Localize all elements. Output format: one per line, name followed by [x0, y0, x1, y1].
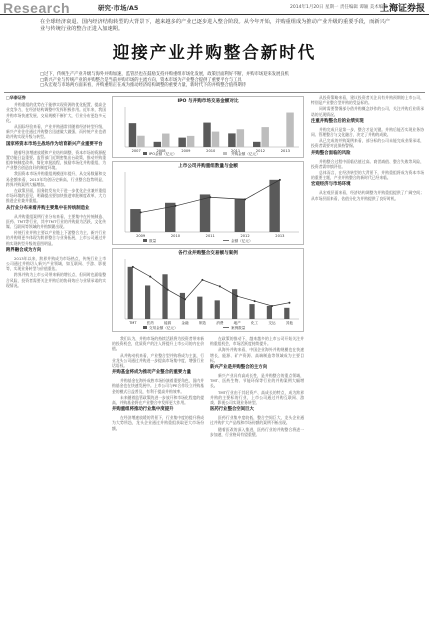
x-tick-label: 其他	[285, 321, 294, 325]
x-tick-label: 2013	[275, 234, 285, 238]
paragraph: 并购整合过程中面临估值过高、商誉减值、整合失败等风险，投资者需审慎评估。	[311, 158, 424, 169]
line-point	[254, 300, 256, 302]
line-point	[244, 198, 246, 200]
bar-series-1	[129, 123, 136, 147]
bar-series-1	[178, 138, 185, 147]
chart-ipo-vs-ma	[112, 96, 304, 158]
highlights	[40, 72, 390, 89]
paragraph: 随着经济增速放缓和产业结构调整，资本市场的资源配置功能日益重要。监管部门近期密集出台政策，推动并购重组审核制度改革，简化审批流程，鼓励市场化并购重组，为产业整合创造良好的制度环境。	[6, 149, 106, 171]
bar-series-1	[249, 304, 254, 319]
subheading: 跨界融合成为方向	[6, 247, 42, 253]
bar-series-1	[215, 300, 220, 319]
paragraph: 医药行业集中度较低，整合空间巨大，龙头企业通过并购扩大产品线和市场份额的案例不断出现。	[210, 415, 304, 426]
newspaper-name: 上海证券报	[379, 4, 425, 14]
legend-label: IPO金额（亿元）	[149, 152, 177, 156]
x-tick-label: 2011	[231, 149, 241, 153]
paragraph: 并购重组的优势在于能够实现资源的优化配置，提高企业竞争力，在经济结构调整中发挥积极作用。近年来，我国并购市场快速发展，交易规模不断扩大，行业分布更趋多元化。	[6, 102, 106, 123]
chart-plot	[113, 97, 305, 159]
subheading: 新兴产业是并购整合的主方向	[210, 365, 268, 371]
chart-title: IPO 与并购市场交易金额对比	[177, 99, 239, 104]
paragraph: 从并购重组案例行业分布来看，主要集中在传统制造、医药、TMT等行业，其中TMT行业的并购最为活跃，文化传媒、互联网等领域的并购频繁出现。	[6, 213, 106, 230]
line-point	[288, 302, 290, 304]
x-tick-label: 交运	[268, 321, 276, 325]
paragraph: 新兴产业具有高成长性，是并购整合的重点领域，TMT、医药生物、节能环保等行业的并购案例大幅增长。	[210, 373, 304, 389]
line-point	[236, 295, 238, 297]
x-tick-label: 能源	[164, 321, 172, 325]
bar-series-2	[162, 134, 169, 147]
bar-series-1	[200, 194, 210, 232]
bar-series-1	[154, 142, 161, 147]
subheading: 国家将资本市场主战场作为培育新兴产业重要平台	[6, 141, 103, 147]
paragraph: 并购基金在海外成熟市场扮演着重要角色，国内并购基金也在快速发展中。上市公司与PE合作设立并购基金的模式日益普及，有利于提高并购效率。	[112, 378, 204, 394]
column-3	[210, 336, 304, 621]
legend-swatch	[143, 152, 147, 155]
line-point	[140, 211, 142, 213]
bar-series-2	[187, 136, 194, 147]
paragraph: 并购完成只是第一步，整合才是关键。并购后能否实现业务协同、管理整合与文化融合，决定了并购的成败。	[311, 126, 424, 138]
paragraph: 同时需要警惕部分借并购概念炒作的公司，关注并购后业绩承诺的兑现情况。	[311, 106, 424, 117]
subheading: 并购重组将推动行业集中度提升	[112, 407, 174, 413]
legend-swatch	[143, 239, 147, 242]
paragraph: 未来随着监管政策的进一步放开和市场化程度的提高，并购基金将在产业整合中发挥更大作用。	[112, 394, 204, 406]
paragraph: 跨界并购为上市公司带来新的增长点，但同时也面临整合风险，投资者需要关注并购后的协同效应与业绩承诺的实现情况。	[6, 272, 106, 288]
bar-series-2	[212, 132, 219, 147]
paragraph: 在政策的推动下，越来越多的上市公司开始关注并购重组机会，市场活跃度持续提升。	[210, 336, 304, 347]
column-4	[311, 95, 424, 620]
byline: □华泰证券	[6, 95, 26, 100]
line-point	[219, 285, 221, 287]
chart-industry	[112, 248, 304, 332]
x-tick-label: 2011	[205, 234, 215, 238]
paragraph: 2013年以来，跨界并购成为市场热点，传统行业上市公司通过并购切入新兴产业领域，如互联网、手游、影视等，实现业务转型与价值重估。	[6, 255, 106, 272]
paragraph: TMT行业由于其轻资产、高成长的特点，成为跨界并购的主要标的行业，上市公司通过并购互联网、游戏、影视公司实现业务转型。	[210, 389, 304, 406]
x-tick-label: 2007	[131, 149, 141, 153]
legend-swatch	[223, 152, 227, 155]
divider	[4, 92, 425, 93]
x-tick-label: 消费	[216, 321, 224, 325]
x-tick-label: 2008	[156, 149, 166, 153]
paragraph: 从并购动机来看，产业整合型并购将成为主流，行业龙头公司通过并购进一步提高市场集中度，增强行业话语权。	[112, 352, 204, 369]
subheading: 从行业分布来看并购主要集中在传统制造业	[6, 205, 90, 211]
line-series-2	[133, 267, 290, 306]
section-label: 研究·市场/A5	[98, 4, 139, 12]
bar-series-1	[130, 209, 140, 232]
subheading: 医药行业整合空间巨大	[210, 407, 254, 413]
legend-label: 并购金额（亿元）	[231, 152, 260, 156]
lede: 在全球经济衰退、国内经济结构转型的大背景下，越来越多的产业已逐步进入整合阶段。从今年开始，并购重组成为推动产业升级的重要手段，而新兴产业与传统行业的整合正进入加速期。	[40, 19, 390, 32]
line-point	[174, 205, 176, 207]
highlight-item: □过下，传统生产产业升级与海外并购加速，监管层也在鼓励支持并购重组市场化发展，政策层面利好不断，并购市场迎来发展良机	[40, 72, 289, 77]
bar-series-1	[269, 180, 279, 232]
bar-series-2	[137, 136, 144, 147]
bar-series-1	[197, 297, 202, 319]
x-tick-label: TMT	[129, 321, 137, 325]
bar-series-1	[145, 285, 150, 319]
paragraph: 从国际经验来看，产业并购通常伴随着经济转型升级，新兴产业往往通过并购整合迅速做大做强，而传统产业也借助并购实现升级与转型。	[6, 124, 106, 140]
bar-series-1	[228, 133, 235, 147]
bar-series-1	[284, 308, 289, 319]
line-point	[149, 276, 151, 278]
x-tick-label: 2010	[170, 234, 181, 238]
x-tick-label: 2009	[136, 234, 146, 238]
line-point	[209, 196, 211, 198]
bar-series-1	[253, 142, 260, 147]
chart-plot	[113, 162, 305, 246]
line-point	[132, 266, 134, 268]
x-tick-label: 2010	[206, 149, 216, 153]
x-tick-label: 金融	[181, 321, 189, 325]
masthead	[0, 0, 429, 15]
chart-title: 上市公司并购重组数量与金额	[178, 164, 238, 169]
highlight-item: □新兴产业与传统产业的并购整合是当前并购市场的主流方向，资本市场为产业整合提供了重要平台与工具	[40, 77, 242, 83]
bar-series-1	[128, 267, 133, 319]
x-tick-label: 地产	[233, 321, 241, 325]
x-tick-label: 2013	[280, 149, 290, 153]
bar-series-2	[286, 113, 293, 147]
bar-series-1	[162, 274, 167, 319]
paragraph: 在经济增速放缓的背景下，行业集中度的提升将成为大势所趋，龙头企业通过并购重组获取更大市场份额。	[112, 415, 204, 431]
line-point	[167, 289, 169, 291]
bar-series-1	[203, 123, 210, 147]
chart-ma-count	[112, 161, 304, 245]
issue-meta: 2014年1月20日 星期一 责任编辑 谭颖 美术编辑 张红	[290, 5, 399, 10]
highlight-item: □从宏观与市场两方面来看，并购重组正在成为推动经济结构调整的重要力量，新时代下的并购整合值得期待	[40, 83, 247, 89]
paragraph: 从已完成的并购案例来看，部分标的公司未能完成业绩承诺，投资者需要对此保持警惕。	[311, 138, 424, 149]
x-tick-label: 医药	[146, 321, 154, 325]
paragraph: 总体而言，在经济转型的大背景下，并购重组将成为资本市场的重要主题，产业并购整合的新时代已经来临。	[311, 170, 424, 181]
legend-label: 金额（亿元）	[231, 239, 253, 243]
paragraph: 传统行业并购主要以产业链上下游整合为主，新兴行业的并购则更多体现为跨界整合与业务拓展，上市公司通过并购实现转型升级的意图明显。	[6, 230, 106, 246]
x-tick-label: 2012	[255, 149, 266, 153]
x-tick-label: 制造	[198, 321, 207, 325]
line-point	[201, 279, 203, 281]
line-point	[271, 305, 273, 307]
line-point	[279, 179, 281, 181]
bar-series-2	[261, 127, 268, 147]
bar-series-1	[267, 306, 272, 319]
legend-label: 案例数量	[231, 326, 246, 330]
column-1	[6, 95, 106, 620]
legend-label: 数量	[149, 239, 157, 243]
line-point	[184, 298, 186, 300]
paragraph: 在政策层面，国务院发布关于进一步优化企业兼并重组市场环境的意见，明确提出要加快推进审批制度改革，大力推进企业兼并重组。	[6, 188, 106, 204]
paragraph: 随着医改的深入推进，医药行业的并购整合将进一步加速，行业格局有望重塑。	[210, 426, 304, 437]
x-tick-label: 化工	[251, 321, 259, 325]
subheading: 并购整合面临的风险	[311, 150, 351, 156]
section-brand: Research	[3, 0, 71, 16]
bar-series-2	[237, 129, 244, 147]
paragraph: 我们认为，并购市场的持续活跃将为投资者带来新的投资机会，优质资产的注入将提升上市公司的内在价值。	[112, 336, 204, 352]
bar-series-1	[235, 199, 245, 232]
x-tick-label: 2012	[240, 234, 250, 238]
chart-title: 各行业并购整合交易额与案例	[178, 251, 238, 256]
paragraph: 从宏观层面来看，经济结构调整为并购重组提供了广阔空间；从市场层面来看，估值分化为并购提供了良好时机。	[311, 190, 424, 201]
paragraph: 从投资策略来看，建议投资者关注具有并购预期的上市公司，特别是产业整合型并购的受益标的。	[311, 95, 424, 106]
subheading: 并购基金将成为推动产业整合的重要力量	[112, 370, 192, 376]
legend-swatch	[143, 326, 147, 329]
paragraph: 从海外并购来看，中国企业海外并购规模也在快速增长，能源、矿产资源、高端制造等领域成为主要目标。	[210, 347, 304, 363]
x-tick-label: 2009	[181, 149, 191, 153]
chart-plot	[113, 249, 305, 333]
paragraph: 我国资本市场并购重组规模逐年提升，从交易数量和交易金额来看，2013年均创历史新高，行业整合趋势明显，跨界并购案例大幅增加。	[6, 171, 106, 187]
column-2	[112, 336, 204, 621]
subheading: 宏观经济与市场环境	[311, 182, 351, 188]
subheading: 注重并购整合后的业绩实现	[311, 118, 364, 124]
legend-label: 交易金额（亿元）	[149, 326, 178, 330]
headline: 迎接产业并购整合新时代	[112, 43, 317, 62]
